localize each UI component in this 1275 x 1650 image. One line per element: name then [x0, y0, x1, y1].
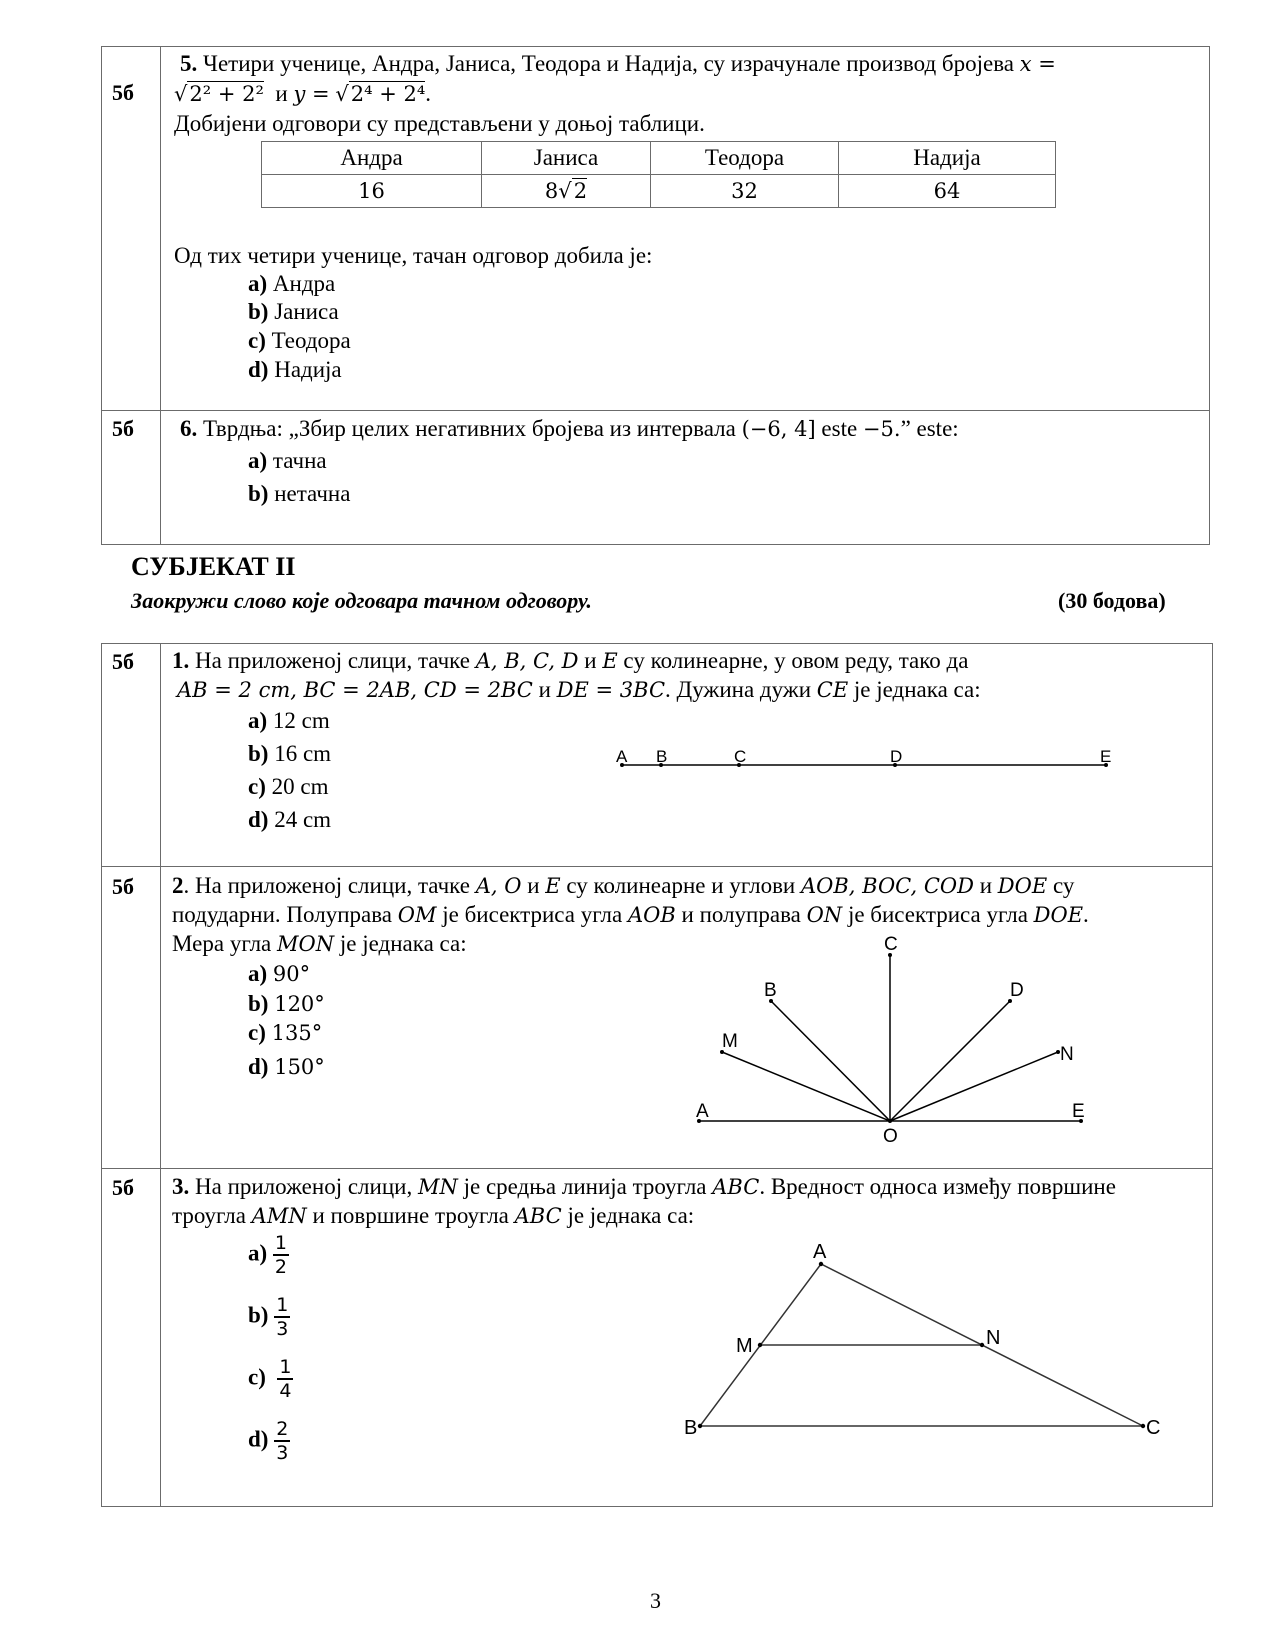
option-letter: a)	[248, 271, 268, 296]
q5-option-b[interactable]	[248, 298, 339, 326]
point-label-b: B	[684, 1417, 698, 1439]
q2-l2-end: .	[1083, 902, 1089, 927]
point-label-m: M	[722, 1031, 738, 1052]
q3-l2-text: троугла	[172, 1203, 246, 1228]
q3-segment-mn: MN	[417, 1175, 458, 1199]
q2-angle-doe-2: DOE	[1033, 903, 1084, 927]
q1-option-a[interactable]	[248, 707, 330, 735]
option-text: Теодора	[271, 328, 351, 353]
section-points-total: (30 бодова)	[1058, 588, 1166, 613]
option-letter: a)	[248, 1240, 268, 1266]
q5-number: 5.	[180, 51, 198, 76]
option-text: 120°	[274, 992, 325, 1016]
q1-condition-de: DE = 3BC	[556, 678, 666, 702]
q3-triangle-amn: AMN	[251, 1204, 307, 1228]
point-label-n: N	[1060, 1044, 1074, 1065]
q1-option-b[interactable]	[248, 740, 331, 768]
q1-points-list: A, B, C, D	[475, 649, 579, 673]
q5-x-eq: x =	[1019, 52, 1056, 76]
q6-este: este	[821, 416, 858, 441]
q3-line2	[172, 1202, 694, 1230]
q2-l3-end: је једнака са:	[339, 931, 467, 956]
point-label-d: D	[1010, 980, 1024, 1001]
q3-triangle-figure	[670, 1230, 1170, 1445]
option-letter: c)	[248, 328, 266, 353]
q5-and: и	[275, 81, 288, 106]
q3-text-mid: је средња линија троугла	[463, 1174, 707, 1199]
denominator: 4	[279, 1380, 292, 1402]
q2-l3-text: Мера угла	[172, 931, 272, 956]
q6-number: 6.	[180, 416, 198, 441]
numerator: 1	[279, 1356, 292, 1378]
q2-angle-mon: MON	[277, 932, 335, 956]
q5-table-header-row	[262, 142, 1056, 175]
section-instruction: Заокружи слово које одговара тачном одговору.	[131, 588, 592, 613]
q5-janisa-rad: 2	[573, 179, 588, 203]
q2-l2-text: подударни. Полуправа	[172, 902, 392, 927]
q3-option-b[interactable]	[248, 1294, 290, 1340]
q3-triangle-abc-2: ABC	[514, 1204, 562, 1228]
option-letter: d)	[248, 1054, 269, 1079]
q5-value-teodora: 32	[651, 175, 839, 208]
q1-line2	[177, 676, 981, 704]
q2-line3	[172, 930, 467, 958]
q2-and: и	[527, 873, 540, 898]
denominator: 3	[276, 1442, 289, 1464]
q5-value-nadija: 64	[839, 175, 1056, 208]
q2-line2	[172, 901, 1089, 929]
q5-value-andra: 16	[262, 175, 482, 208]
option-text: 150°	[274, 1055, 325, 1079]
q2-text-mid: су колинеарне и углови	[566, 873, 796, 898]
q1-text-length: . Дужина дужи	[665, 677, 811, 702]
q2-points: 5б	[112, 874, 134, 899]
q5-option-a[interactable]	[248, 270, 335, 298]
option-text: 16 cm	[274, 741, 332, 766]
point-label-m: M	[736, 1335, 753, 1357]
option-letter: d)	[248, 357, 269, 382]
q2-angles: AOB, BOC, COD	[800, 874, 974, 898]
option-text: нетачна	[274, 481, 351, 506]
q5-header-teodora: Теодора	[651, 142, 839, 175]
fraction	[274, 1294, 290, 1340]
q3-line1	[172, 1173, 1116, 1201]
fraction	[273, 1232, 289, 1278]
point-label-c: C	[1146, 1417, 1161, 1439]
q3-text: На приложеној слици,	[195, 1174, 413, 1199]
point-label-a: A	[616, 747, 628, 766]
point-label-b: B	[764, 980, 777, 1001]
table-2-row-divider-2	[101, 1168, 1213, 1169]
option-text: 24 cm	[274, 807, 332, 832]
point-label-o: O	[883, 1126, 898, 1145]
q1-point-e: E	[602, 649, 618, 673]
point-label-c: C	[884, 934, 898, 955]
point-label-b: B	[656, 747, 668, 766]
option-letter: b)	[248, 1302, 269, 1328]
option-letter: d)	[248, 1426, 269, 1452]
option-letter: b)	[248, 299, 269, 324]
q2-text-end: су	[1052, 873, 1075, 898]
q5-table-value-row	[262, 175, 1056, 208]
q5-header-janisa: Јаниса	[482, 142, 651, 175]
q2-option-c[interactable]	[248, 1019, 322, 1047]
option-letter: a)	[248, 708, 268, 733]
option-text: 135°	[271, 1021, 323, 1045]
q2-option-d[interactable]	[248, 1053, 325, 1081]
q2-l2-mid: је бисектриса угла	[442, 902, 623, 927]
option-letter: c)	[248, 774, 266, 799]
option-text: Јаниса	[274, 299, 339, 324]
q6-option-b[interactable]	[248, 480, 350, 508]
q3-number: 3.	[172, 1174, 190, 1199]
q2-angle-doe: DOE	[997, 874, 1048, 898]
q2-ray-on: ON	[806, 903, 843, 927]
q1-option-c[interactable]	[248, 773, 328, 801]
table-2-row-divider-1	[101, 866, 1213, 867]
q5-janisa-coef: 8	[544, 179, 559, 203]
option-text: 20 cm	[271, 774, 329, 799]
denominator: 2	[274, 1256, 288, 1278]
q1-points: 5б	[112, 649, 134, 674]
q5-answers-table	[261, 141, 1056, 208]
q2-option-a[interactable]	[248, 960, 310, 988]
option-letter: b)	[248, 741, 269, 766]
q5-line2	[174, 80, 431, 108]
q5-x-sqrt: √2² + 2²	[174, 82, 264, 106]
numerator: 2	[276, 1418, 289, 1440]
option-letter: b)	[248, 991, 269, 1016]
q3-l2-mid: и површине троугла	[312, 1203, 509, 1228]
point-label-e: E	[1072, 1101, 1085, 1122]
q1-text: На приложеној слици, тачке	[195, 648, 470, 673]
q5-option-d[interactable]	[248, 356, 342, 384]
point-label-c: C	[734, 747, 747, 766]
q3-points: 5б	[112, 1175, 134, 1200]
q2-line1	[172, 872, 1074, 900]
q5-y-sqrt: √2⁴ + 2⁴	[335, 82, 426, 106]
point-label-n: N	[986, 1327, 1001, 1349]
q6-interval: (−6, 4]	[741, 417, 816, 441]
option-text: Надија	[274, 357, 342, 382]
q6-value: −5.	[862, 417, 901, 441]
q2-l2-mid2: и полуправа	[681, 902, 801, 927]
q2-and2: и	[979, 873, 993, 898]
q5-option-c[interactable]	[248, 327, 351, 355]
table-1-row-divider	[101, 410, 1210, 411]
q3-text-end: . Вредност односа између површине	[759, 1174, 1116, 1199]
point-label-a: A	[696, 1101, 709, 1122]
q6-statement-text: Тврдња: „Збир целих негативних бројева из интервала	[203, 416, 736, 441]
q1-option-d[interactable]	[248, 806, 331, 834]
q1-and: и	[584, 648, 597, 673]
q5-y-end: .	[425, 81, 432, 106]
q6-statement	[180, 415, 959, 443]
q1-conditions: AB = 2 cm, BC = 2AB, CD = 2BC	[177, 678, 533, 702]
option-letter: a)	[248, 448, 268, 473]
numerator: 1	[276, 1294, 289, 1316]
q5-line3: Добијени одговори су представљени у доњој таблици.	[174, 111, 705, 136]
q1-segment-ce: CE	[816, 678, 849, 702]
q5-header-nadija: Надија	[839, 142, 1056, 175]
q1-line1	[172, 647, 968, 675]
q5-prompt: Од тих четири ученице, тачан одговор добила је:	[174, 243, 653, 268]
q1-and2: и	[538, 677, 551, 702]
point-label-e: E	[1100, 747, 1112, 766]
q2-ray-om: OM	[397, 903, 437, 927]
page-number: 3	[650, 1588, 661, 1613]
q2-points-ao: A, O	[475, 874, 522, 898]
denominator: 3	[276, 1318, 289, 1340]
option-text: тачна	[272, 448, 327, 473]
q2-option-b[interactable]	[248, 990, 325, 1018]
option-letter: a)	[248, 961, 268, 986]
q3-l2-end: је једнака са:	[567, 1203, 695, 1228]
q1-text-end: је једнака са:	[853, 677, 981, 702]
q5-line1	[180, 50, 1056, 78]
q2-angle-aob: AOB	[627, 903, 676, 927]
q6-option-a[interactable]	[248, 447, 327, 475]
q3-option-d[interactable]	[248, 1418, 290, 1464]
q5-header-andra: Андра	[262, 142, 482, 175]
q3-triangle-abc: ABC	[712, 1175, 760, 1199]
option-letter: b)	[248, 481, 269, 506]
q2-point-e: E	[545, 874, 561, 898]
q1-text-post: су колинеарне, у овом реду, тако да	[623, 648, 969, 673]
option-text: Андра	[272, 271, 336, 296]
numerator: 1	[274, 1232, 288, 1254]
q2-l2-mid3: је бисектриса угла	[847, 902, 1028, 927]
q1-collinear-points-figure	[600, 735, 1120, 780]
option-text: 90°	[272, 962, 311, 986]
q2-angles-figure	[680, 930, 1100, 1145]
q5-y-eq: y =	[293, 82, 330, 106]
fraction	[274, 1418, 290, 1464]
option-text: 12 cm	[272, 708, 330, 733]
q3-option-c[interactable]	[248, 1356, 293, 1402]
table-1-column-divider	[160, 46, 161, 545]
q2-text: . На приложеној слици, тачке	[183, 873, 470, 898]
q6-points: 5б	[112, 416, 134, 441]
point-label-a: A	[813, 1241, 827, 1263]
point-label-d: D	[890, 747, 903, 766]
option-letter: c)	[248, 1364, 266, 1390]
q5-points: 5б	[112, 80, 134, 105]
q5-line1-text: Четири ученице, Андра, Јаниса, Теодора и Надија, су израчунале производ бројева	[203, 51, 1014, 76]
q6-statement-end: ” este:	[900, 416, 959, 441]
q1-number: 1.	[172, 648, 190, 673]
option-letter: d)	[248, 807, 269, 832]
table-2-column-divider	[160, 643, 161, 1507]
section-title: СУБЈЕКАТ II	[131, 552, 296, 581]
fraction	[277, 1356, 293, 1402]
q2-number: 2	[172, 873, 184, 898]
option-letter: c)	[248, 1020, 266, 1045]
q5-value-janisa: 8√2	[482, 175, 651, 208]
q3-option-a[interactable]	[248, 1232, 289, 1278]
